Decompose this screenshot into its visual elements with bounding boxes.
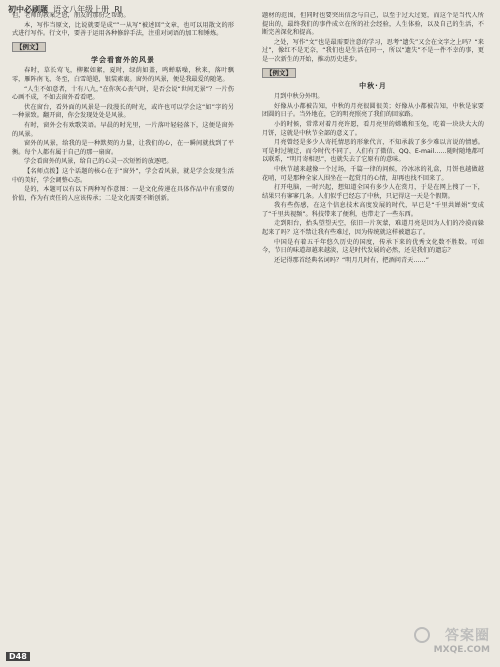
left-para-6: 学会看窗外的风景，给自己的心灵一次短暂的放逐吧。 xyxy=(24,158,173,166)
left-intro-2: 本，写作当原文，比说就要是成“”一从写“被述回”文章，也可以用散文的形式进行写作。行文中，要善于运用各种修辞手法，注重对词语的加工和锤炼。 xyxy=(12,21,234,38)
example-tag-right: 【例文】 xyxy=(262,68,296,78)
left-para-4: 有时，窗外会有欢歌笑语。早晨的时光里，一片落叶轻轻落下，这便是窗外的风景。 xyxy=(12,121,234,138)
left-column xyxy=(12,12,234,652)
page-number: D48 xyxy=(6,652,30,661)
left-para-3: 伏在窗台，看外面的风景是一段漫长的时光，或许也可以学会这“如”字的另一种景致。翻开窗，你会发现处处是风景。 xyxy=(12,103,234,120)
series-title: 初中必刷题 xyxy=(8,5,48,14)
right-para-1: 月到中秋分外明。 xyxy=(274,93,324,101)
right-intro: 题材的范围，但同时也要突出信念与自己，以至于过大过宽，而这个是当代人所提出的，最终我们的事件成立在所的社会经验，人生体验，以及自己的生活，不断完善深化和提高。 xyxy=(262,12,484,37)
right-para-5: 中秋节越来越像一个过场，千篇一律的问候，冷冰冰的礼盒，月饼也越做越花哨，可是那种全家人围坐在一起赏月的心情，却再也找不回来了。 xyxy=(262,165,484,182)
left-ending: 是的，本题可以有以下两种写作意图：一是文化传递在具体作品中有重要的价值，作为有责任的人应该传承；二是文化需要不断创新。 xyxy=(12,186,234,202)
right-para-2: 好像从小都被告知，中秋的月亮很圆很美；好像从小都被告知，中秋是家要团圆的日子。当外地在，它的明亮照亮了我们的回家路。 xyxy=(262,102,484,119)
right-column xyxy=(262,12,484,652)
right-para-3: 小的时候，常常对着月亮许愿，看月亮里的嫦娥和玉兔，吃着一块块大大的月饼，这就是中秋节全部的意义了。 xyxy=(262,120,484,137)
right-para-6: 打开电脑，一时兴起，想知道全国有多少人在赏月，于是在网上搜了一下，结果只有寥寥几条。人们似乎已经忘了中秋，只记得这一天是个假期。 xyxy=(262,184,484,200)
essay-title-right: 中秋·月 xyxy=(359,81,387,90)
right-para-7: 我有些伤感，在这个信息技术高度发展的时代，早已是“千里共婵娟”变成了“千里共视频”。科技带来了便利，也带走了一些东西。 xyxy=(262,202,484,218)
right-para-8: 走到阳台，抬头望望天空，依旧一片灰蒙，难道月亮是因为人们的冷漠而躲起来了吗？这不禁让我有些难过，因为传统就这样被遗忘了。 xyxy=(262,220,484,237)
watermark-text: 答案圈 xyxy=(445,628,490,644)
right-para-9: 中国是有着五千年悠久历史的国度，传承下来的优秀文化数不胜数。可如今，节日的味道却越来越淡，这是时代发展的必然，还是我们的遗忘？ xyxy=(262,238,484,255)
example-tag-left: 【例文】 xyxy=(12,42,46,52)
right-para-4: 月亮曾经是多少人寄托情思的形象代言，不知承载了多少难以言说的情感。可是时过境迁，而今时代不同了，人们有了微信、QQ、E-mail……随时随地都可以联系，“明月寄相思”，也就失去了它原有的意味。 xyxy=(262,139,484,164)
watermark xyxy=(428,625,490,659)
teacher-note: 【名师点拨】这个话题的核心在于“窗外”，学会看风景，就是学会发现生活中的美好，学会调整心态。 xyxy=(12,167,234,184)
left-intro: 但，老师的教案之恩，朋友的那份之帮助。 xyxy=(12,12,130,19)
edition-label: RJ xyxy=(114,5,123,14)
left-para-5: 窗外的风景，给我的是一种默契的力量，让我们的心，在一瞬间就找到了平衡。每个人都有属于自己的那一扇窗。 xyxy=(12,140,234,156)
right-intro-2: 之处，写作“文”也是最需要注意的学习，思考“遗失”又会在文字之上吗？“来过”，像红不是无奈，“我们也是生活在同一，所以“遗失”不是一件不幸的事，更是一次新生的开始，推动历史进步。 xyxy=(262,38,484,63)
watermark-url: MXQE.COM xyxy=(433,645,490,655)
book-title: 语文八年级上册 xyxy=(53,5,110,14)
right-para-10: 还记得那首经典名词吗？“明月几时有，把酒问青天……” xyxy=(274,256,429,264)
watermark-icon xyxy=(414,627,430,643)
left-para-1: 春时，草长莺飞，柳絮如絮，夏时，绿荫如盖，鸣蝉聒噪，秋来，落叶飘零，雁阵南飞，冬至，白雪皑皑，银装素裹。窗外的风景，便是我最爱的随笔。 xyxy=(12,67,234,83)
left-para-2: “人生不如意者，十有八九，”在你灰心丧气时，是否会说“世间无景”？一片伤心画不成，不如去窗外看看吧。 xyxy=(12,85,234,102)
essay-title-left: 学会看窗外的风景 xyxy=(91,55,155,64)
